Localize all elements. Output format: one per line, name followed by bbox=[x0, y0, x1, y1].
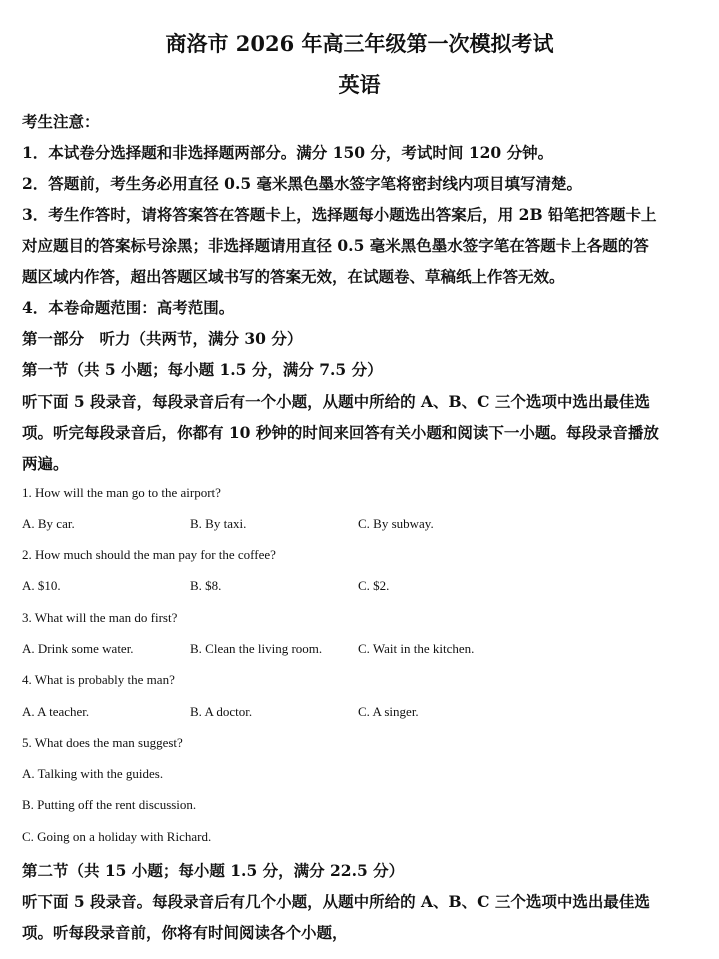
notice-item: 3．考生作答时，请将答案答在答题卡上，选择题每小题选出答案后，用 2B 铅笔把答题卡上 bbox=[22, 205, 657, 224]
notice-item: 1．本试卷分选择题和非选择题两部分。满分 150 分，考试时间 120 分钟。 bbox=[22, 143, 554, 162]
section-title: 第二节（共 15 小题；每小题 1.5 分，满分 22.5 分） bbox=[22, 861, 405, 880]
section-title: 第一节（共 5 小题；每小题 1.5 分，满分 7.5 分） bbox=[22, 360, 383, 379]
notice-item: 4．本卷命题范围：高考范围。 bbox=[22, 298, 235, 317]
question-stem: 5. What does the man suggest? bbox=[22, 735, 183, 750]
section-instructions: 听下面 5 段录音，每段录音后有一个小题，从题中所给的 A、B、C 三个选项中选出最佳选 bbox=[22, 392, 650, 411]
option-b: B. $8. bbox=[190, 578, 222, 593]
notice-item: 2．答题前，考生务必用直径 0.5 毫米黑色墨水签字笔将密封线内项目填写清楚。 bbox=[22, 174, 583, 193]
option-c: C. Going on a holiday with Richard. bbox=[22, 829, 212, 844]
option-b: B. Clean the living room. bbox=[190, 641, 323, 656]
section-instructions: 两遍。 bbox=[22, 454, 69, 473]
option-b: B. A doctor. bbox=[190, 704, 253, 719]
option-a: A. Talking with the guides. bbox=[22, 766, 164, 781]
question-stem: 1. How will the man go to the airport? bbox=[22, 485, 221, 500]
question-stem: 2. How much should the man pay for the coffee? bbox=[22, 547, 276, 562]
option-a: A. $10. bbox=[22, 578, 61, 593]
option-a: A. Drink some water. bbox=[22, 641, 134, 656]
section-instructions: 项。听每段录音前，你将有时间阅读各个小题， bbox=[22, 923, 348, 942]
question-stem: 4. What is probably the man? bbox=[22, 672, 175, 687]
notice-heading: 考生注意： bbox=[22, 112, 100, 131]
option-c: C. $2. bbox=[358, 578, 390, 593]
option-a: A. A teacher. bbox=[22, 704, 90, 719]
question-stem: 3. What will the man do first? bbox=[22, 610, 178, 625]
exam-title: 商洛市 2026 年高三年级第一次模拟考试 bbox=[165, 31, 554, 56]
option-c: C. A singer. bbox=[358, 704, 419, 719]
notice-item: 题区域内作答，超出答题区域书写的答案无效，在试题卷、草稿纸上作答无效。 bbox=[22, 267, 565, 286]
option-c: C. Wait in the kitchen. bbox=[358, 641, 475, 656]
part-title: 第一部分 听力（共两节，满分 30 分） bbox=[22, 329, 303, 348]
section-instructions: 听下面 5 段录音。每段录音后有几个小题，从题中所给的 A、B、C 三个选项中选出最佳选 bbox=[22, 892, 650, 911]
option-b: B. Putting off the rent discussion. bbox=[22, 797, 197, 812]
notice-item: 对应题目的答案标号涂黑；非选择题请用直径 0.5 毫米黑色墨水签字笔在答题卡上各题的答 bbox=[22, 236, 649, 255]
option-a: A. By car. bbox=[22, 516, 75, 531]
subject-title: 英语 bbox=[338, 72, 381, 97]
option-c: C. By subway. bbox=[358, 516, 434, 531]
section-instructions: 项。听完每段录音后，你都有 10 秒钟的时间来回答有关小题和阅读下一小题。每段录音播放 bbox=[22, 423, 659, 442]
option-b: B. By taxi. bbox=[190, 516, 247, 531]
